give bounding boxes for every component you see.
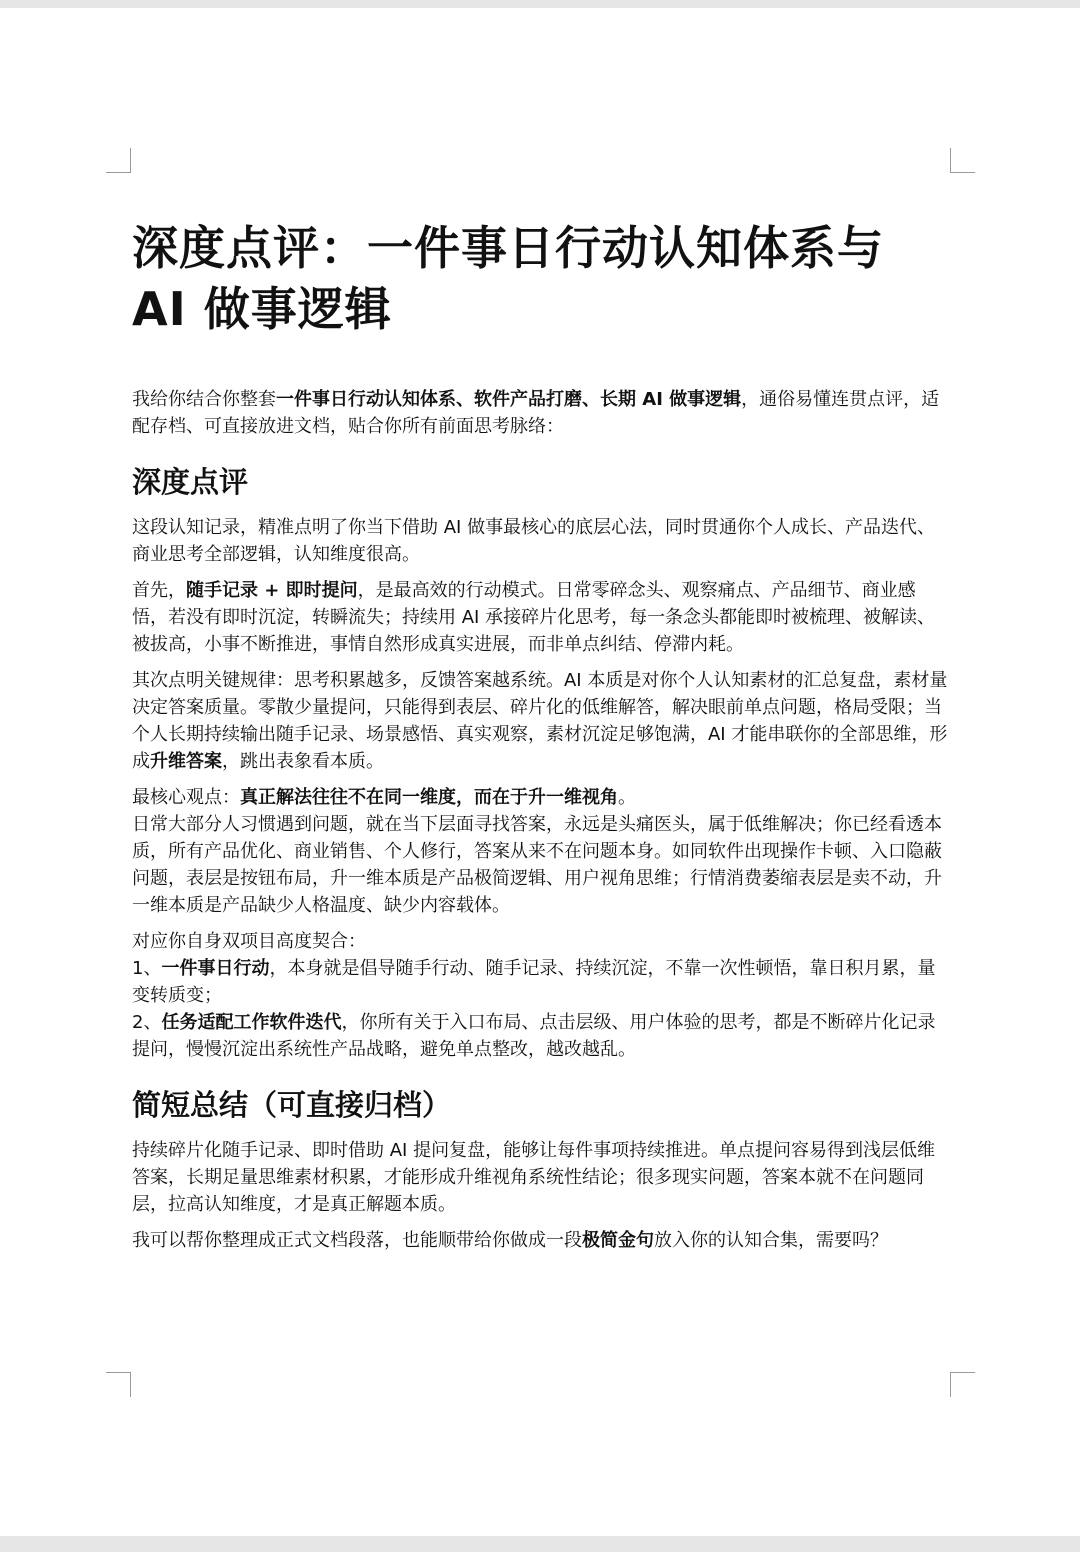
review-paragraph-2: 首先，随手记录 + 即时提问，是最高效的行动模式。日常零碎念头、观察痛点、产品细节、商业感悟，若没有即时沉淀，转瞬流失；持续用 AI 承接碎片化思考，每一条念头都能即时被梳理、被解读、被拔高，小事不断推进，事情自然形成真实进展，而非单点纠结、停滞内耗。 bbox=[132, 580, 936, 655]
review-paragraph-1: 这段认知记录，精准点明了你当下借助 AI 做事最核心的底层心法，同时贯通你个人成长、产品迭代、商业思考全部逻辑，认知维度很高。 bbox=[132, 517, 936, 565]
core-viewpoint: 最核心观点：真正解法往往不在同一维度，而在于升一维视角。 bbox=[132, 787, 636, 808]
projects-intro: 对应你自身双项目高度契合： bbox=[132, 931, 366, 952]
document-content bbox=[132, 218, 950, 1263]
review-paragraph-3: 其次点明关键规律：思考积累越多，反馈答案越系统。AI 本质是对你个人认知素材的汇总复盘，素材量决定答案质量。零散少量提问，只能得到表层、碎片化的低维解答，解决眼前单点问题，格局受限；当个人长期持续输出随手记录、场景感悟、真实观察，素材沉淀足够饱满，AI 才能串联你的全部思维，形成升维答案，跳出表象看本质。 bbox=[132, 670, 948, 772]
review-paragraph-5: 日常大部分人习惯遇到问题，就在当下层面寻找答案，永远是头痛医头，属于低维解决；你已经看透本质，所有产品优化、商业销售、个人修行，答案从来不在问题本身。如同软件出现操作卡顿、入口隐蔽问题，表层是按钮布局，升一维本质是产品极简逻辑、用户视角思维；行情消费萎缩表层是卖不动，升一维本质是产品缺少人格温度、缺少内容载体。 bbox=[132, 814, 942, 916]
crop-mark-top-right bbox=[950, 148, 975, 173]
intro-paragraph: 我给你结合你整套一件事日行动认知体系、软件产品打磨、长期 AI 做事逻辑，通俗易懂连贯点评，适配存档、可直接放进文档，贴合你所有前面思考脉络： bbox=[132, 389, 940, 437]
section-heading-summary: 简短总结（可直接归档） bbox=[132, 1088, 452, 1122]
section-heading-review: 深度点评 bbox=[132, 465, 249, 499]
closing-question: 我可以帮你整理成正式文档段落，也能顺带给你做成一段极简金句放入你的认知合集，需要吗？ bbox=[132, 1230, 888, 1251]
document-page bbox=[0, 8, 1080, 1536]
crop-mark-bottom-left bbox=[106, 1372, 131, 1397]
crop-mark-top-left bbox=[106, 148, 131, 173]
page-title: 深度点评：一件事日行动认知体系与 AI 做事逻辑 bbox=[132, 221, 884, 336]
crop-mark-bottom-right bbox=[950, 1372, 975, 1397]
project-item-1: 1、一件事日行动，本身就是倡导随手行动、随手记录、持续沉淀，不靠一次性顿悟，靠日积月累，量变转质变； bbox=[132, 958, 936, 1006]
project-item-2: 2、任务适配工作软件迭代，你所有关于入口布局、点击层级、用户体验的思考，都是不断碎片化记录提问，慢慢沉淀出系统性产品战略，避免单点整改，越改越乱。 bbox=[132, 1012, 936, 1060]
summary-paragraph: 持续碎片化随手记录、即时借助 AI 提问复盘，能够让每件事项持续推进。单点提问容易得到浅层低维答案，长期足量思维素材积累，才能形成升维视角系统性结论；很多现实问题，答案本就不在问题同层，拉高认知维度，才是真正解题本质。 bbox=[132, 1140, 936, 1215]
